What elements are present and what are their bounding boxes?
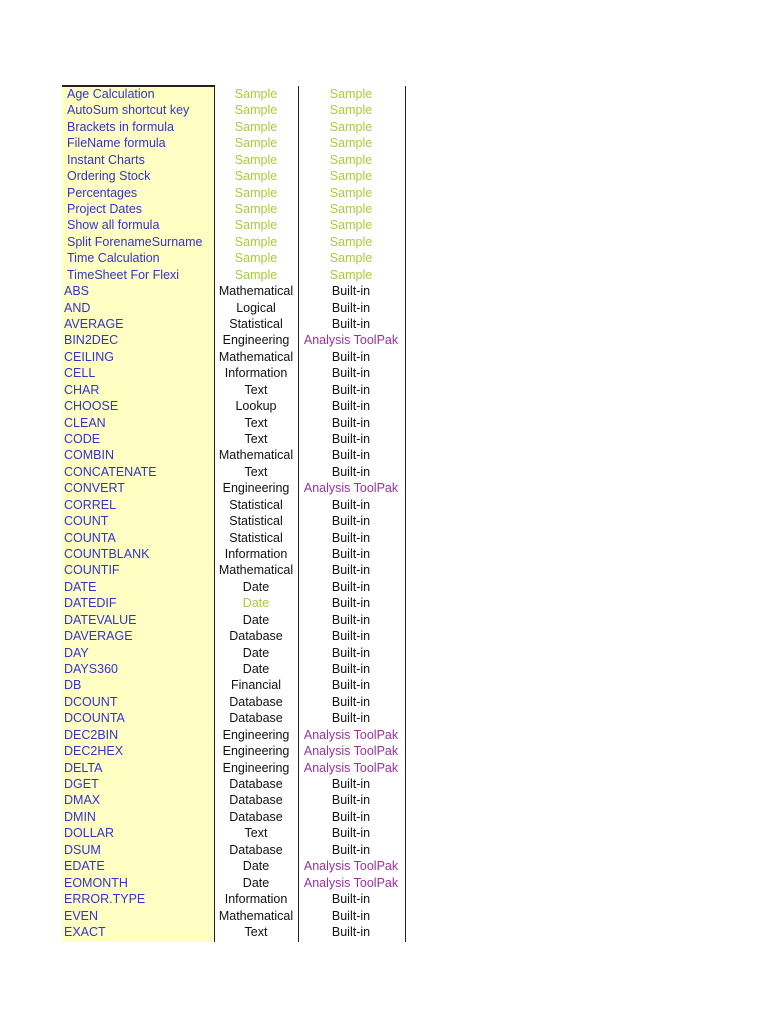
source-cell: Sample: [329, 169, 373, 184]
source-cell: Built-in: [331, 908, 371, 923]
source-cell: Built-in: [331, 563, 371, 578]
source-cell: Built-in: [331, 284, 371, 299]
function-name-cell: CONCATENATE: [64, 464, 157, 479]
category-cell: Statistical: [229, 497, 283, 512]
function-name-cell: Split ForenameSurname: [67, 234, 203, 249]
table-row: [62, 464, 406, 480]
category-cell: Database: [229, 809, 283, 824]
function-name-cell: Time Calculation: [67, 251, 160, 266]
source-cell: Built-in: [331, 678, 371, 693]
category-cell: Database: [229, 694, 283, 709]
function-name-cell: ABS: [64, 284, 90, 299]
function-name-cell: DAYS360: [64, 662, 118, 677]
table-row: [62, 316, 406, 332]
function-name-cell: DGET: [64, 777, 99, 792]
source-cell: Built-in: [331, 530, 371, 545]
function-name-cell: CEILING: [64, 349, 115, 364]
category-cell: Database: [229, 793, 283, 808]
table-row: [62, 809, 406, 825]
function-name-cell: BIN2DEC: [64, 333, 119, 348]
function-name-cell: DEC2HEX: [64, 744, 124, 759]
source-cell: Built-in: [331, 793, 371, 808]
source-cell: Built-in: [331, 842, 371, 857]
function-name-cell: DMAX: [64, 793, 101, 808]
function-name-cell: CHOOSE: [64, 399, 119, 414]
category-cell: Sample: [234, 119, 278, 134]
source-cell: Sample: [329, 202, 373, 216]
table-row: [62, 612, 406, 628]
table-row: [62, 168, 406, 184]
category-cell: Sample: [234, 185, 278, 200]
source-cell: Built-in: [331, 514, 371, 529]
category-cell: Sample: [234, 87, 278, 101]
source-cell: Sample: [329, 119, 373, 134]
function-name-cell: EVEN: [64, 908, 99, 923]
source-cell: Sample: [329, 185, 373, 200]
category-cell: Information: [224, 547, 288, 562]
source-cell: Built-in: [331, 579, 371, 594]
category-cell: Engineering: [222, 333, 290, 348]
table-row: [62, 217, 406, 233]
category-cell: Text: [244, 464, 268, 479]
function-name-cell: COUNTA: [64, 530, 116, 545]
function-name-cell: COUNT: [64, 514, 109, 529]
source-cell: Built-in: [331, 317, 371, 332]
category-cell: Engineering: [222, 760, 290, 775]
table-row: [62, 119, 406, 135]
function-name-cell: Percentages: [67, 185, 138, 200]
source-cell: Built-in: [331, 399, 371, 414]
source-cell: Built-in: [331, 497, 371, 512]
category-cell: Sample: [234, 136, 278, 151]
category-cell: Sample: [234, 103, 278, 118]
function-name-cell: DCOUNTA: [64, 711, 125, 726]
table-row: [62, 300, 406, 316]
source-cell: Built-in: [331, 596, 371, 611]
source-cell: Built-in: [331, 382, 371, 397]
table-row: [62, 710, 406, 726]
source-cell: Built-in: [331, 711, 371, 726]
function-name-cell: TimeSheet For Flexi: [67, 267, 180, 282]
category-cell: Mathematical: [218, 448, 294, 463]
function-name-cell: DB: [64, 678, 82, 693]
source-cell: Sample: [329, 152, 373, 167]
function-name-cell: CLEAN: [64, 415, 106, 430]
category-cell: Database: [229, 629, 283, 644]
source-cell: Sample: [329, 103, 373, 118]
source-cell: Sample: [329, 234, 373, 249]
table-row: [62, 480, 406, 496]
function-name-cell: AVERAGE: [64, 317, 124, 332]
category-cell: Date: [242, 645, 270, 660]
table-row: [62, 530, 406, 546]
table-row: [62, 891, 406, 907]
category-cell: Mathematical: [218, 908, 294, 923]
function-name-cell: CONVERT: [64, 481, 125, 496]
table-row: [62, 513, 406, 529]
source-cell: Built-in: [331, 300, 371, 315]
category-cell: Date: [242, 859, 270, 874]
source-cell: Built-in: [331, 924, 371, 939]
function-name-cell: COUNTIF: [64, 563, 120, 578]
category-cell: Mathematical: [218, 563, 294, 578]
category-cell: Sample: [234, 234, 278, 249]
table-row: [62, 842, 406, 858]
source-cell: Built-in: [331, 448, 371, 463]
table-row: [62, 546, 406, 562]
source-cell: Sample: [329, 267, 373, 282]
source-cell: Analysis ToolPak: [303, 859, 399, 874]
category-cell: Sample: [234, 251, 278, 266]
category-cell: Date: [242, 579, 270, 594]
category-cell: Engineering: [222, 727, 290, 742]
table-row: [62, 595, 406, 611]
source-cell: Analysis ToolPak: [303, 875, 399, 890]
table-row: [62, 447, 406, 463]
function-name-cell: DMIN: [64, 809, 96, 824]
table-row: [62, 792, 406, 808]
category-cell: Lookup: [235, 399, 277, 414]
source-cell: Built-in: [331, 777, 371, 792]
category-cell: Sample: [234, 267, 278, 282]
table-row: [62, 760, 406, 776]
source-cell: Built-in: [331, 432, 371, 447]
function-name-cell: DEC2BIN: [64, 727, 119, 742]
category-cell: Information: [224, 366, 288, 381]
source-cell: Sample: [329, 218, 373, 233]
function-name-cell: EXACT: [64, 924, 106, 939]
table-row: [62, 250, 406, 266]
category-cell: Financial: [230, 678, 282, 693]
category-cell: Date: [242, 875, 270, 890]
category-cell: Statistical: [229, 530, 283, 545]
category-cell: Date: [242, 612, 270, 627]
function-name-cell: DATEVALUE: [64, 612, 137, 627]
table-row: [62, 924, 406, 940]
function-name-cell: COMBIN: [64, 448, 114, 463]
function-name-cell: DOLLAR: [64, 826, 115, 841]
table-row: [62, 234, 406, 250]
function-name-cell: CELL: [64, 366, 96, 381]
table-row: [62, 776, 406, 792]
function-name-cell: Project Dates: [67, 202, 143, 216]
category-cell: Database: [229, 711, 283, 726]
table-row: [62, 661, 406, 677]
source-cell: Built-in: [331, 892, 371, 907]
table-row: [62, 677, 406, 693]
function-name-cell: DATEDIF: [64, 596, 117, 611]
table-row: [62, 201, 406, 217]
function-name-cell: DAY: [64, 645, 89, 660]
source-cell: Built-in: [331, 694, 371, 709]
table-row: [62, 562, 406, 578]
table-row: [62, 365, 406, 381]
category-cell: Information: [224, 892, 288, 907]
category-cell: Sample: [234, 202, 278, 216]
category-cell: Text: [244, 382, 268, 397]
category-cell: Database: [229, 777, 283, 792]
table-row: [62, 102, 406, 118]
table-row: [62, 645, 406, 661]
function-name-cell: FileName formula: [67, 136, 166, 151]
table-row: [62, 628, 406, 644]
table-row: [62, 694, 406, 710]
source-cell: Sample: [329, 136, 373, 151]
function-name-cell: EDATE: [64, 859, 105, 874]
category-cell: Statistical: [229, 514, 283, 529]
category-cell: Statistical: [229, 317, 283, 332]
function-name-cell: Age Calculation: [67, 87, 155, 101]
function-name-cell: DSUM: [64, 842, 101, 857]
function-name-cell: Instant Charts: [67, 152, 145, 167]
table-row: [62, 875, 406, 891]
category-cell: Text: [244, 415, 268, 430]
category-cell: Date: [242, 596, 270, 611]
source-cell: Analysis ToolPak: [303, 760, 399, 775]
source-cell: Built-in: [331, 612, 371, 627]
table-row: [62, 283, 406, 299]
category-cell: Sample: [234, 152, 278, 167]
table-row: [62, 267, 406, 283]
category-cell: Engineering: [222, 481, 290, 496]
function-name-cell: DAVERAGE: [64, 629, 133, 644]
category-cell: Text: [244, 826, 268, 841]
source-cell: Built-in: [331, 464, 371, 479]
table-row: [62, 152, 406, 168]
table-row: [62, 743, 406, 759]
source-cell: Sample: [329, 251, 373, 266]
source-cell: Built-in: [331, 662, 371, 677]
category-cell: Mathematical: [218, 284, 294, 299]
source-cell: Analysis ToolPak: [303, 744, 399, 759]
function-name-cell: Brackets in formula: [67, 119, 174, 134]
category-cell: Text: [244, 924, 268, 939]
table-row: [62, 185, 406, 201]
table-row: [62, 497, 406, 513]
category-cell: Engineering: [222, 744, 290, 759]
table-row: [62, 349, 406, 365]
table-row: [62, 579, 406, 595]
table-row: [62, 86, 406, 102]
category-cell: Database: [229, 842, 283, 857]
source-cell: Analysis ToolPak: [303, 481, 399, 496]
table-row: [62, 727, 406, 743]
table-row: [62, 382, 406, 398]
function-name-cell: CORREL: [64, 497, 117, 512]
function-name-cell: DATE: [64, 579, 97, 594]
category-cell: Sample: [234, 169, 278, 184]
category-cell: Mathematical: [218, 349, 294, 364]
source-cell: Built-in: [331, 349, 371, 364]
function-name-cell: DELTA: [64, 760, 103, 775]
function-name-cell: CODE: [64, 432, 101, 447]
table-row: [62, 415, 406, 431]
table-row: [62, 332, 406, 348]
source-cell: Built-in: [331, 415, 371, 430]
function-name-cell: EOMONTH: [64, 875, 128, 890]
function-name-cell: CHAR: [64, 382, 100, 397]
table-row: [62, 398, 406, 414]
table-row: [62, 908, 406, 924]
table-row: [62, 431, 406, 447]
function-name-cell: AND: [64, 300, 91, 315]
source-cell: Built-in: [331, 366, 371, 381]
category-cell: Text: [244, 432, 268, 447]
source-cell: Built-in: [331, 645, 371, 660]
function-name-cell: COUNTBLANK: [64, 547, 150, 562]
category-cell: Logical: [236, 300, 276, 315]
category-cell: Date: [242, 662, 270, 677]
source-cell: Analysis ToolPak: [303, 727, 399, 742]
table-row: [62, 858, 406, 874]
table-row: [62, 135, 406, 151]
source-cell: Built-in: [331, 826, 371, 841]
source-cell: Built-in: [331, 547, 371, 562]
source-cell: Analysis ToolPak: [303, 333, 399, 348]
source-cell: Built-in: [331, 629, 371, 644]
function-name-cell: DCOUNT: [64, 694, 118, 709]
source-cell: Built-in: [331, 809, 371, 824]
source-cell: Sample: [329, 87, 373, 101]
function-name-cell: ERROR.TYPE: [64, 892, 146, 907]
table-row: [62, 825, 406, 841]
category-cell: Sample: [234, 218, 278, 233]
function-name-cell: Show all formula: [67, 218, 160, 233]
function-name-cell: AutoSum shortcut key: [67, 103, 190, 118]
function-name-cell: Ordering Stock: [67, 169, 151, 184]
